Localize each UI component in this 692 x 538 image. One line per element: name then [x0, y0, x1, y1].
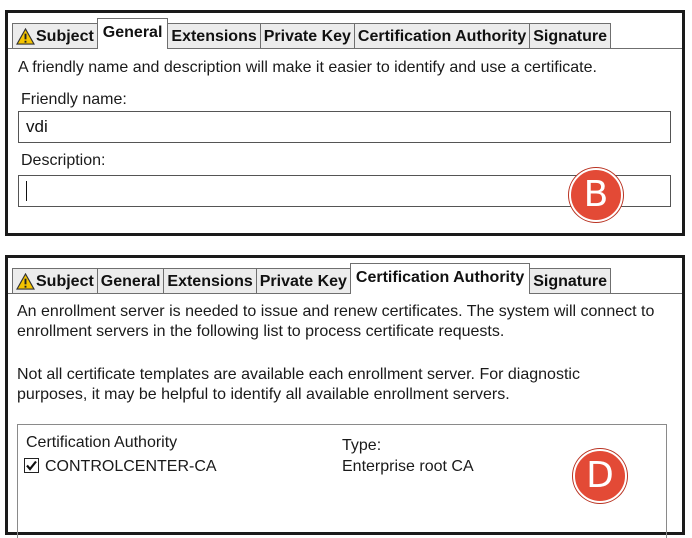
- templates-text-line-1: Not all certificate templates are available each enrollment server. For diagnostic: [17, 366, 580, 383]
- friendly-name-input[interactable]: [18, 111, 671, 143]
- server-checkbox[interactable]: [24, 458, 39, 473]
- enrollment-text-line-1: An enrollment server is needed to issue and renew certificates. The system will connect to: [17, 303, 655, 320]
- general-tab-panel: [5, 10, 685, 236]
- tab-label: Signature: [533, 28, 608, 45]
- text-caret: [26, 181, 27, 201]
- tab-private-key[interactable]: [260, 23, 355, 49]
- tab-label: Private Key: [263, 28, 351, 45]
- tab-strip: [12, 17, 610, 49]
- tab-label: Certification Authority: [357, 28, 527, 45]
- tab-signature[interactable]: [529, 23, 611, 49]
- tab-label: General: [102, 24, 163, 41]
- warning-icon: [16, 273, 35, 290]
- tab-extensions[interactable]: [163, 268, 256, 294]
- column-header-certification-authority: Certification Authority: [26, 434, 178, 451]
- enrollment-server-list: [17, 424, 667, 538]
- templates-text-line-2: purposes, it may be helpful to identify all available enrollment servers.: [17, 386, 510, 403]
- tab-label: Subject: [36, 273, 94, 290]
- tab-general[interactable]: [97, 18, 169, 49]
- checkmark-icon: [25, 459, 38, 472]
- tab-label: General: [100, 273, 161, 290]
- tab-label: Extensions: [167, 273, 253, 290]
- certification-authority-tab-panel: [5, 255, 685, 535]
- tab-label: Certification Authority: [355, 269, 525, 286]
- tab-general[interactable]: [97, 268, 165, 294]
- tab-label: Extensions: [171, 28, 257, 45]
- friendly-name-label: Friendly name:: [21, 91, 127, 108]
- tab-certification-authority[interactable]: [350, 263, 530, 294]
- friendly-name-value: vdi: [26, 117, 48, 136]
- server-type: Enterprise root CA: [342, 458, 474, 475]
- callout-badge-d: D: [573, 449, 627, 503]
- tab-label: Private Key: [259, 273, 347, 290]
- server-name: CONTROLCENTER-CA: [45, 458, 217, 475]
- tab-private-key[interactable]: [256, 268, 351, 294]
- warning-icon: [16, 28, 35, 45]
- tab-label: Subject: [36, 28, 94, 45]
- tab-subject[interactable]: [12, 268, 98, 294]
- tab-extensions[interactable]: [167, 23, 260, 49]
- tab-divider: [8, 293, 682, 294]
- callout-badge-b: B: [569, 168, 623, 222]
- enrollment-text-line-2: enrollment servers in the following list to process certificate requests.: [17, 323, 505, 340]
- tab-strip: [12, 262, 610, 294]
- tab-signature[interactable]: [529, 268, 611, 294]
- tab-certification-authority[interactable]: [354, 23, 530, 49]
- column-header-type: Type:: [342, 437, 382, 454]
- description-label: Description:: [21, 152, 106, 169]
- tab-label: Signature: [533, 273, 608, 290]
- intro-text: A friendly name and description will make it easier to identify and use a certificate.: [18, 59, 597, 76]
- tab-subject[interactable]: [12, 23, 98, 49]
